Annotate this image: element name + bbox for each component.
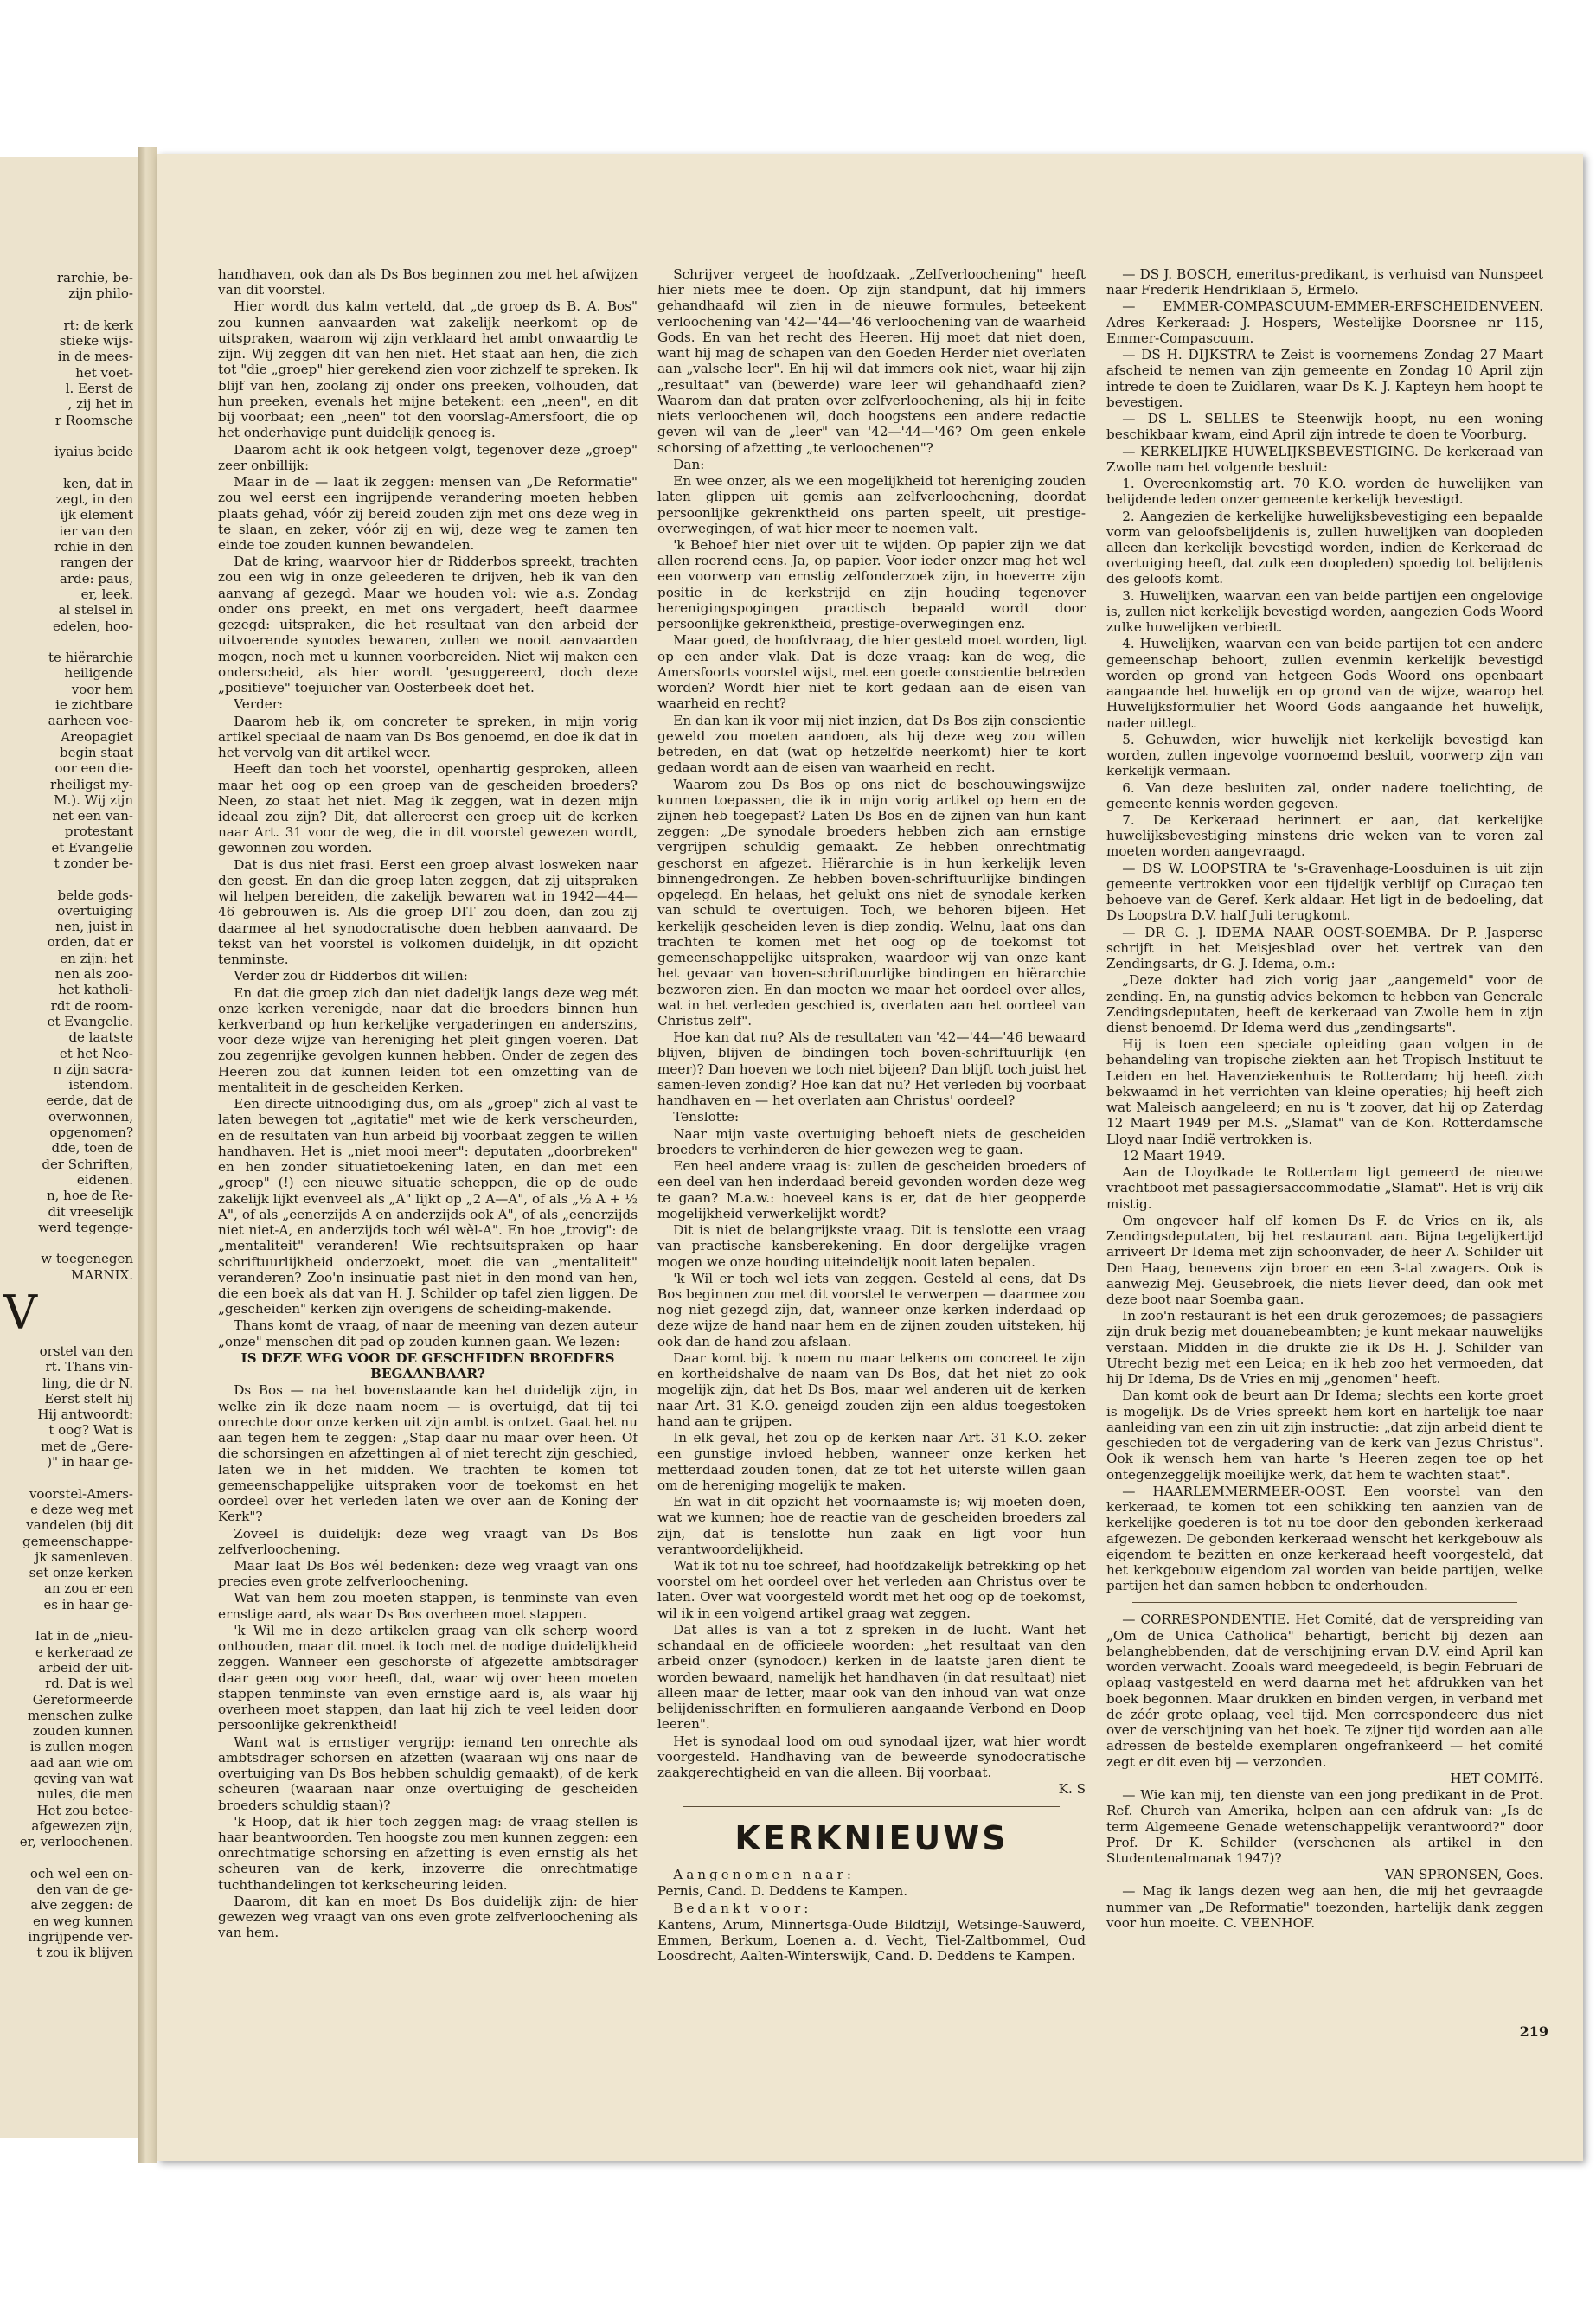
article-paragraph: Een directe uitnoodiging dus, om als „groep" zich al vast te laten bewegen tot „agitatie" met wie de kerk verscheurden, en de resultaten van hun arbeid bij voorbaat zeggen te willen handhaven. Het is „niet mooi meer": deputaten „doorbreken" en hen zonder situatietoekening laten, en dan met een „groep" (!) een nieuwe situatie scheppen, die op de oude zakelijk lijkt evenveel als „A" lijkt op „2 A—A", of als „½ A + ½ A", of als „eenerzijds A en anderzijds ook A", of als „eenerzijds niet niet-A, en anderzijds toch wél wèl-A". En hoe „trovig": de „mentaliteit" veranderen! Wie rechtsuitspraken op haar schriftuurlijkheid onderzoekt, moet die van „mentaliteit" veranderen? Zoo'n insinuatie past niet in den mond van hen, die een boek als dat van H. J. Schilder op tafel zien liggen. De „gescheiden" kerken zijn overigens de scheiding-makende. — [218, 1096, 638, 1317]
article-paragraph: 'k Wil me in deze artikelen graag van elk scherp woord onthouden, maar dit moet ik toch met de nodige duidelijkheid zeggen. Wanneer een geschorste of afgezette ambtsdrager daar geen oog voor heeft, dat, waar wij over heen moeten stappen tenminste van even ernstige aard is, als waar hij overheen moet stappen, dan laat hij zich te veel leiden door persoonlijke gekrenktheid! — [218, 1622, 638, 1734]
article-paragraph: handhaven, ook dan als Ds Bos beginnen zou met het afwijzen van dit voorstel. — [218, 266, 638, 298]
article-paragraph: In elk geval, het zou op de kerken naar Art. 31 K.O. zeker een gunstige invloed hebben, wanneer onze kerken het metterdaad zouden tonen, dat ze tot het uiterste willen gaan om de hereniging mogelijk te maken. — [657, 1430, 1086, 1493]
news-item: 6. Van deze besluiten zal, onder nadere toelichting, de gemeente kennis worden gegeven. — [1106, 779, 1543, 811]
left-page-line: MARNIX. — [71, 1266, 133, 1283]
article-paragraph: Verder: — [234, 696, 284, 713]
news-item: — DS H. DIJKSTRA te Zeist is voornemens Zondag 27 Maart afscheid te nemen van zijn gemeente en Zondag 10 April zijn intrede te doen te Zuidlaren, waar Ds K. J. Kapteyn hem hoopt te bevestigen. — [1106, 347, 1543, 410]
left-page-line: rdt de room- — [50, 997, 133, 1014]
news-item: — KERKELIJKE HUWELIJKSBEVESTIGING. De kerkeraad van Zwolle nam het volgende besluit: — [1106, 443, 1543, 475]
left-page-line: der Schriften, — [42, 1156, 133, 1172]
left-page-line: en zijn: het — [60, 950, 133, 966]
news-item: 3. Huwelijken, waarvan een van beide partijen een ongelovige is, zullen niet kerkelijk bevestigd worden, aangezien Gods Woord zulke huwelijken verbiedt. — [1106, 587, 1543, 636]
left-page-line: rheiligst my- — [50, 776, 133, 792]
spronsen-signature: VAN SPRONSEN, Goes. — [1384, 1867, 1543, 1883]
left-page-line: t oog? Wat is — [48, 1422, 133, 1439]
news-item: — Mag ik langs dezen weg aan hen, die mij het gevraagde nummer van „De Reformatie" toezonden, hartelijk dank zeggen voor hun moeite. C. VEENHOF. — [1106, 1883, 1543, 1931]
left-page-line: heiligende — [64, 665, 133, 682]
left-page-line: begin staat — [60, 744, 133, 760]
left-page-line: r Roomsche — [54, 412, 133, 428]
article-paragraph: Hoe kan dat nu? Als de resultaten van '42—'44—'46 bewaard blijven, blijven de bindingen toch boven-schriftuurlijk (en meer)? Dan hoeven we toch niet bijeen? Dan blijft toch juist het samen-leven zondig? Hoe kan dat nu? Het verleden bij voorbaat handhaven en — het overlaten aan Christus' oordeel? — [657, 1029, 1086, 1109]
news-item: 2. Aangezien de kerkelijke huwelijksbevestiging een bepaalde vorm van geloofsbelijdenis is, zullen huwelijken van doopleden alleen dan kerkelijk bevestigd worden, indien de Kerkeraad de overtuiging heeft, dat zulk een doopleden) spoedig tot belijdenis des geloofs komt. — [1106, 508, 1543, 587]
news-item: 5. Gehuwden, wier huwelijk niet kerkelijk bevestigd kan worden, zullen ingevolge voornoemd besluit, voorwerp zijn van kerkelijk vermaan. — [1106, 731, 1543, 779]
left-page-line: jk samenleven. — [35, 1548, 133, 1565]
article-paragraph: Dit is niet de belangrijkste vraag. Dit is tenslotte een vraag van practische kansberekening. En door dergelijke vragen mogen we onze houding uiteindelijk nooit laten bepalen. — [657, 1222, 1086, 1270]
left-page-line: Areopagiet — [61, 728, 133, 745]
left-page-line: Het zou betee- — [36, 1802, 133, 1818]
news-item: Om ongeveer half elf komen Ds F. de Vries en ik, als Zendingsdeputaten, bij het restaurant aan. Bijna tegelijkertijd arriveert Dr Idema met zijn schoonvader, de heer A. Schilder uit Den Haag, benevens zijn broer en een 3-tal zwagers. Ook is aanwezig Mej. Geusebroek, die niets liever deed, dan ook met deze boot naar Soemba gaan. — [1106, 1212, 1543, 1307]
comite-signature: HET COMITé. — [1450, 1770, 1543, 1786]
left-page-line: alve zeggen: de — [30, 1897, 133, 1913]
left-page-line: protestant — [64, 824, 133, 840]
left-page-line: de laatste — [68, 1029, 133, 1046]
left-page-line: afgewezen zijn, — [31, 1817, 133, 1834]
left-page-line: en weg kunnen — [32, 1913, 133, 1929]
left-page-line: rt. Thans vin- — [45, 1359, 133, 1375]
article-paragraph: En dat die groep zich dan niet dadelijk langs deze weg mét onze kerken verenigde, naar dat die broeders binnen hun kerkverband op hun kerkelijke vergaderingen en anderszins, voor deze wijze van hereniging het pleit gingen voeren. Dat zou zegenrijke gevolgen kunnen hebben. Onder de zegen des Heeren zou dat kunnen leiden tot een omzetting van de mentaliteit in de gescheiden Kerken. — [218, 984, 638, 1095]
article-paragraph: 'k Hoop, dat ik hier toch zeggen mag: de vraag stellen is haar beantwoorden. Ten hoogste zou men kunnen zeggen: een onrechtmatige schorsing en afzetting is even ernstig als het scheuren van de kerk, inzoverre die onrechtmatige tuchthandelingen tot kerkscheuring leiden. — [218, 1813, 638, 1893]
article-paragraph: Schrijver vergeet de hoofdzaak. „Zelfverloochening" heeft hier niets mee te doen. Op zijn standpunt, dat hij immers gehandhaafd wil zien in de nieuwe formules, beteekent verloochening van '42—'44—'46 verloochening van de waarheid Gods. En van het recht des Heeren. Hij moet dat niet doen, want hij mag de schapen van den Goeden Herder niet overlaten aan „valsche leer". En hij wil dat immers ook niet, waar hij zijn „resultaat" van (bewerde) ware leer wil gehandhaafd zien? Waarom dan dat praten over zelfverloochening, als hij in feite niets verloochenen wil, doch hoogstens een andere redactie geven wil van de „leer" van '42—'44—'46? Om geen enkele schorsing of afzetting „te verloochenen"? — [657, 266, 1086, 456]
left-page-line: rd. Dat is wel — [45, 1676, 133, 1692]
kerknieuws-heading: KERKNIEUWS — [734, 1818, 1009, 1857]
main-page — [157, 154, 1583, 2161]
left-page-line: orden, dat er — [47, 934, 133, 951]
article-paragraph: Dat alles is van a tot z spreken in de lucht. Want het schandaal en de officieele woorden: „het resultaat van den arbeid onzer (synodocr.) kerken in de laatste jaren dient te worden bewaard, namelijk het handhaven (in dat resultaat) niet alleen maar de letter, maar ook van den inhoud van wat onze belijdenisschriften en formulieren aangaande Verbond en Doop leeren". — [657, 1621, 1086, 1733]
article-paragraph: Wat ik tot nu toe schreef, had hoofdzakelijk betrekking op het voorstel om het oordeel over het verleden aan Christus over te laten. Over wat voorgesteld wordt met het oog op de toekomst, wil ik in een volgend artikel graag wat zeggen. — [657, 1557, 1086, 1621]
article-paragraph: En wee onzer, als we een mogelijkheid tot hereniging zouden laten glippen uit gemis aan zelfverloochening, doordat persoonlijke gekrenktheid ons parten speelt, uit prestige-overwegingen, of wat hier meer te noemen valt. — [657, 473, 1086, 536]
left-page-line: nen als zoo- — [54, 966, 133, 983]
news-item: — HAARLEMMERMEER-OOST. Een voorstel van den kerkeraad, te komen tot een schikking ten aanzien van de kerkelijke goederen is tot nu toe door den gebonden kerkeraad afgewezen. De gebonden kerkeraad wenscht het kerkgebouw als eigendom te bezitten en onze kerkeraad heeft voorgesteld, dat het kerkgebouw eigendom zal worden van beide partijen, welke partijen het dan samen hebben te onderhouden. — [1106, 1483, 1543, 1594]
news-item: — CORRESPONDENTIE. Het Comité, dat de verspreiding van „Om de Unica Catholica" behartigt, bericht bij dezen aan belanghebbenden, dat de verschijning ervan D.V. eind April kan worden verwacht. Zooals ward meegedeeld, is begin Februari de oplaag vastgesteld en werd daarna met het afdrukken van het boek begonnen. Maar drukken en binden vergen, in verband met de zéér grote oplaag, veel tijd. Men correspondeere dus niet over de verschijning van het boek. Te zijner tijd worden aan alle adressen de bestelde exemplaren ongefrankeerd — het comité zegt er dit even bij — verzonden. — [1106, 1612, 1543, 1770]
left-page-line: gemeenschappe- — [22, 1533, 133, 1549]
left-page-line: istendom. — [68, 1077, 133, 1093]
left-page-line: arbeid der uit- — [38, 1659, 133, 1676]
left-page-line: met de „Gere- — [41, 1438, 133, 1454]
left-page-line: nules, die men — [36, 1786, 133, 1803]
left-page-line: och wel een on- — [29, 1865, 133, 1881]
left-page-line: er, verloochenen. — [19, 1834, 133, 1850]
left-page-line — [3, 634, 133, 650]
left-page-line — [3, 302, 133, 317]
left-page-line — [3, 460, 133, 476]
left-page-line: voorstel-Amers- — [29, 1485, 133, 1502]
article-paragraph: Dat is dus niet frasi. Eerst een groep alvast losweken naar den geest. En dan die groep laten zeggen, dat zij uitspraken wil helpen bereiden, die zakelijk bewaren wat in 1942—44—46 gebrouwen is. Als die groep DIT zou doen, dan zou zij daarmee al het synodocratische doen hebben aanvaard. De tekst van het voorstel is volkomen duidelijk, in dit opzicht tenminste. — [218, 856, 638, 968]
article-paragraph: Daarom heb ik, om concreter te spreken, in mijn vorig artikel speciaal de naam van Ds Bos genoemd, en doe ik dat in het vervolg van dit artikel weer. — [218, 713, 638, 761]
column-3 — [1106, 266, 1543, 2126]
article-paragraph: Maar in de — laat ik zeggen: mensen van „De Reformatie" zou wel eerst een ingrijpende verandering moeten hebben plaats gehad, vóór zij bereid zouden zijn met ons deze weg in te slaan, en zeker, vóór zij en wij, deze weg te zamen ten einde toe zouden kunnen bewandelen. — [218, 474, 638, 553]
left-page-line: belde gods- — [57, 887, 133, 903]
left-page-line: geving van wat — [33, 1771, 133, 1787]
article-paragraph: Ds Bos — na het bovenstaande kan het duidelijk zijn, in welke zin ik deze naam noem — is overtuigd, dat tij tei onrechte door onze kerken uit zijn ambt is ontzet. Gaat het nu aan tegen hem te zeggen: „Stap daar nu maar over heen. Of die schorsingen en afzettingen al of niet terecht zijn geschied, laten we in het midden. We trachten te komen tot gemeenschappelijke uitspraken voor de toekomst en het oordeel over het verleden laten we over aan de Koning der Kerk"? — [218, 1382, 638, 1525]
left-page-line: lat in de „nieu- — [35, 1628, 133, 1644]
left-page-line: ier van den — [59, 522, 133, 539]
left-page-line: nen, juist in — [55, 919, 133, 935]
left-page-line: voor hem — [71, 681, 133, 697]
article-paragraph: Tenslotte: — [673, 1109, 740, 1125]
column-2 — [657, 266, 1086, 2126]
left-page-line: eerde, dat de — [46, 1093, 133, 1109]
news-item: 12 Maart 1949. — [1122, 1147, 1226, 1163]
left-page-line: rchie in den — [54, 539, 133, 555]
left-page-line: het katholi- — [58, 982, 133, 998]
news-item: Dan komt ook de beurt aan Dr Idema; slechts een korte groet is mogelijk. Ds de Vries spreekt hem kort en hartelijk toe naar aanleiding van een zin uit zijn instructie: „dat zijn arbeid dient te geschieden tot de vergadering van de kerk van Jezus Christus". Ook ik wensch hem van harte 's Heeren zegen toe op het ontegenzeggelijk moeilijke werk, dat hem te wachten staat". — [1106, 1388, 1543, 1483]
left-page-line: is zullen mogen — [29, 1739, 133, 1755]
left-page-line: orstel van den — [39, 1343, 133, 1359]
left-page-line: set onze kerken — [29, 1565, 133, 1581]
left-page-line: overwonnen, — [48, 1108, 133, 1125]
left-page-line: M.). Wij zijn — [54, 792, 133, 808]
left-page-line: iyaius beide — [54, 444, 133, 460]
news-item: — DS W. LOOPSTRA te 's-Gravenhage-Loosduinen is uit zijn gemeente vertrokken voor een tijdelijk verblijf op Curaçao ten behoeve van de Geref. Kerk aldaar. Het ligt in de bedoeling, dat Ds Loopstra D.V. half Juli terugkomt. — [1106, 860, 1543, 924]
article-paragraph: Maar laat Ds Bos wél bedenken: deze weg vraagt van ons precies even grote zelfverloochening. — [218, 1557, 638, 1590]
article-paragraph: En dan kan ik voor mij niet inzien, dat Ds Bos zijn conscientie geweld zou moeten aandoen, als hij deze weg zou willen betreden, en dat (wat op hetzelfde neerkomt) hier te kort gedaan wordt aan de eisen van waarheid en recht. — [657, 712, 1086, 776]
left-page-line: , zij het in — [67, 396, 133, 413]
left-page-line: werd tegenge- — [38, 1219, 133, 1235]
article-paragraph: Hier wordt dus kalm verteld, dat „de groep ds B. A. Bos" zou kunnen aanvaarden wat zakelijk neerkomt op de uitspraken, waarom wij zijn verklaard het ambt onwaardig te zijn. Wij zeggen dit van hen niet. Het staat aan hen, die zich tot "die „groep" hier gerekend zien voor zichzelf te spreken. Ik blijf van hen, zoolang zij onder ons preeken, volhouden, dat hun preeken, evenals het mijne betekent: een „neen", en dit bij voorbaat; een „neen" tot den voorslag-Amersfoort, die op het onderhavige punt duidelijk genoeg is. — [218, 298, 638, 441]
left-page-line: et Evangelie. — [47, 1013, 133, 1029]
article-paragraph: Maar goed, de hoofdvraag, die hier gesteld moet worden, ligt op een ander vlak. Dat is deze vraag: kan de weg, die Amersfoorts voorstel wijst, met een goede conscientie betreden worden? Wordt hier niet te kort gedaan aan de eisen van waarheid en recht? — [657, 632, 1086, 712]
article-paragraph: Daarom acht ik ook hetgeen volgt, tegenover deze „groep" zeer onbillijk: — [218, 441, 638, 473]
left-page-fragment — [0, 157, 138, 2138]
article-paragraph: Een heel andere vraag is: zullen de gescheiden broeders of een deel van hen inderdaad bereid gevonden worden deze weg te gaan? M.a.w.: hoeveel kans is er, dat de hier geopperde mogelijkheid verwerkelijkt wordt? — [657, 1158, 1086, 1221]
news-item: Hij is toen een speciale opleiding gaan volgen in de behandeling van tropische ziekten aan het Tropisch Instituut te Leiden en het Havenziekenhuis te Rotterdam; hij heeft zich bekwaamd in het verrichten van kleine operaties; hij heeft zich wat Maleisch aangeleerd; en nu is 't zoover, dat hij op Zaterdag 12 Maart 1949 per M.S. „Slamat" van de Kon. Rotterdamsche Lloyd naar Indië vertrokken is. — [1106, 1036, 1543, 1147]
left-page-line: ijk element — [60, 507, 133, 523]
left-page-line: Hij antwoordt: — [37, 1407, 133, 1423]
divider-rule — [1132, 1602, 1517, 1603]
article-signature: K. S — [1058, 1781, 1086, 1798]
aangenomen-text: Pernis, Cand. D. Deddens te Kampen. — [657, 1883, 908, 1900]
article-paragraph: Heeft dan toch het voorstel, openhartig gesproken, alleen maar het oog op een groep van de gescheiden broeders? Neen, zo staat het niet. Mag ik zeggen, wat in dezen mijn ideaal zou zijn? Dit, dat allereerst een groep uit de kerken naar Art. 31 voor de weg, die in dit voorstel gewezen wordt, gewonnen zou worden. — [218, 761, 638, 856]
article-paragraph: Daarom, dit kan en moet Ds Bos duidelijk zijn: de hier gewezen weg vraagt van ons even grote zelfverloochening als van hem. — [218, 1893, 638, 1941]
article-paragraph: Dat de kring, waarvoor hier dr Ridderbos spreekt, trachten zou een wig in onze geleederen te drijven, heb ik van den aanvang af gezegd. Maar we houden vol: wie a.s. Zondag onder ons preekt, en met ons vergadert, heeft daarmee gezegd: uitspraken, die het resultaat van den arbeid der uitvoerende synodes bewaren, zullen we nooit aanvaarden mogen, noch met u kunnen voorbereiden. Niet wij maken een onderscheid, als hier wordt 'gesuggereerd, doch deze „positieve" toejuicher van Oosterbeek doet het. — [218, 554, 638, 696]
left-page-line: aarheen voe- — [48, 713, 133, 729]
left-page-line: et Evangelie — [51, 839, 133, 856]
left-page-line: zijn philo- — [68, 285, 133, 302]
left-page-line: rt: de kerk — [63, 317, 133, 333]
left-page-line — [3, 1470, 133, 1485]
news-item: — Wie kan mij, ten dienste van een jong predikant in de Prot. Ref. Church van Amerika, helpen aan een afdruk van: „Is de term Algemeene Genade wetenschappelijk verantwoord?" door Prof. Dr K. Schilder (verschenen als artikel in den Studentenalmanak 1947)? — [1106, 1787, 1543, 1866]
left-page-line: ingrijpende ver- — [28, 1928, 133, 1945]
left-page-line: et het Neo- — [59, 1045, 133, 1061]
news-item: Aan de Lloydkade te Rotterdam ligt gemeerd de nieuwe vrachtboot met passagiersaccommodatie „Slamat". Het is vrij dik mistig. — [1106, 1164, 1543, 1212]
left-page-line: oor een die- — [54, 760, 133, 777]
book-gutter — [138, 147, 157, 2163]
news-item: — EMMER-COMPASCUUM-EMMER-ERFSCHEIDENVEEN. Adres Kerkeraad: J. Hospers, Westelijke Doorsnee nr 115, Emmer-Compascuum. — [1106, 298, 1543, 346]
left-page-line: menschen zulke — [27, 1707, 133, 1723]
bedankt-label: Bedankt voor: — [673, 1900, 812, 1916]
news-item: — DS J. BOSCH, emeritus-predikant, is verhuisd van Nunspeet naar Frederik Hendriklaan 5, Ermelo. — [1106, 266, 1543, 298]
article-paragraph: En wat in dit opzicht het voornaamste is; wij moeten doen, wat we kunnen; hoe de reactie van de gescheiden broeders zal zijn, dat is tenslotte hun zaak en ligt voor hun verantwoordelijkheid. — [657, 1494, 1086, 1557]
article-paragraph: Waarom zou Ds Bos op ons niet de beschouwingswijze kunnen toepassen, die ik in mijn vorig artikel op hem en de zijnen heb toegepast? Laten Ds Bos en de zijnen van hun kant zeggen: „De synodale broeders hebben zich aan ernstige vergrijpen schuldig gemaakt. Ze hebben onrechtmatig geschorst en afgezet. Hiërarchie is in hun kerkelijk leven binnengedrongen. Ze hebben boven-schriftuurlijke bindingen opgelegd. En helaas, het gelukt ons niet de synodale kerken van schuld te overtuigen. Toch, we behoren bijeen. Het kerkelijk gescheiden leven is diep zondig. Welnu, laat ons dan trachten te komen met het oog op de toekomst tot gemeenschappelijke uitspraken, waardoor wij van onze kant het gevaar van boven-schriftuurlijke bindingen en hiërarchie bezworen zien. En dan moeten we maar het oordeel over alles, wat in het verleden geschied is, overlaten aan het oordeel van Christus zelf". — [657, 776, 1086, 1029]
left-page-line — [3, 1235, 133, 1251]
news-item: „Deze dokter had zich vorig jaar „aangemeld" voor de zending. En, na gunstig advies bekomen te hebben van Generale Zendingsdeputaten, heeft de kerkeraad van Zwolle hem in zijn dienst benoemd. Dr Idema werd dus „zendingsarts". — [1106, 972, 1543, 1036]
left-page-line: es in haar ge- — [43, 1596, 133, 1612]
article-paragraph: Want wat is ernstiger vergrijp: iemand ten onrechte als ambtsdrager schorsen en afzetten (waaraan wij ons naar de overtuiging van Ds Bos hebben schuldig gemaakt), of de kerk scheuren (waaraan naar onze overtuiging de gescheiden broeders schuldig staan)? — [218, 1734, 638, 1813]
left-page-line: Gereformeerde — [32, 1691, 133, 1708]
left-page-initial-letter: V — [3, 1285, 37, 1340]
article-paragraph: Daar komt bij. 'k noem nu maar telkens om concreet te zijn en kortheidshalve de naam van Ds Bos, dat het niet zo ook mogelijk zijn, dat het Ds Bos, maar wel anderen uit de kerken naar Art. 31 K.O. geneigd zouden zijn een aldus toegestoken hand aan te grijpen. — [657, 1349, 1086, 1429]
left-page-line: n, hoe de Re- — [46, 1188, 133, 1204]
left-page-line — [3, 871, 133, 887]
left-page-line: zegt, in den — [55, 491, 133, 508]
news-item: — DS L. SELLES te Steenwijk hoopt, nu een woning beschikbaar kwam, eind April zijn intrede te doen te Voorburg. — [1106, 411, 1543, 443]
left-page-line: t zou ik blijven — [36, 1945, 133, 1961]
left-page-line: Eerst stelt hij — [44, 1390, 133, 1407]
left-page-line: eidenen. — [76, 1171, 133, 1188]
news-item: — DR G. J. IDEMA NAAR OOST-SOEMBA. Dr P. Jasperse schrijft in het Meisjesblad over het vertrek van den Zendingsarts, dr G. J. Idema, o.m.: — [1106, 924, 1543, 972]
article-paragraph: Het is synodaal lood om oud synodaal ijzer, wat hier wordt voorgesteld. Handhaving van de beweerde synodocratische zaakgerechtigheid en van die alleen. Bij voorbaat. — [657, 1733, 1086, 1781]
news-item: In zoo'n restaurant is het een druk gerozemoes; de passagiers zijn druk bezig met douanebeambten; je kunt mekaar nauwelijks verstaan. Midden in die drukte zie ik Ds H. J. Schilder van Utrecht bezig met een Leica; en ik heb zoo het vermoeden, dat hij Dr Idema, Ds de Vries en mij „genomen" heeft. — [1106, 1308, 1543, 1388]
left-page-line: dde, toen de — [51, 1140, 133, 1157]
left-page-line: l. Eerst de — [65, 381, 133, 397]
left-page-line: an zou er een — [44, 1580, 133, 1597]
left-page-line: rangen der — [60, 554, 133, 571]
left-page-line: edelen, hoo- — [52, 618, 133, 634]
divider-rule — [683, 1806, 1060, 1807]
left-page-line: n zijn sacra- — [53, 1061, 133, 1077]
article-paragraph: 'k Behoef hier niet over uit te wijden. Op papier zijn we dat allen roerend eens. Ja, op papier. Voor ieder onzer mag het wel een voorwerp van ernstig zelfonderzoek zijn, in hoeverre zijn positie in de kerkstrijd en zijn houding tegenover herenigingspogingen practisch bepaald wordt door persoonlijke gekrenktheid, prestige-overwegingen enz. — [657, 536, 1086, 632]
article-paragraph: Thans komt de vraag, of naar de meening van dezen auteur „onze" menschen dit pad op zouden kunnen gaan. We lezen: — [218, 1317, 638, 1349]
left-page-line: ie zichtbare — [55, 697, 133, 714]
article-paragraph: Wat van hem zou moeten stappen, is tenminste van even ernstige aard, als waar Ds Bos overheen moet stappen. — [218, 1590, 638, 1622]
left-page-line — [3, 1612, 133, 1628]
left-page-line: net een van- — [52, 808, 133, 824]
left-page-line: rarchie, be- — [56, 270, 133, 285]
news-item: 4. Huwelijken, waarvan een van beide partijen tot een andere gemeenschap behoort, zullen evenmin kerkelijk bevestigd worden op grond van hetgeen Gods Woord ons openbaart aangaande het huwelijk en op grond van de wijze, waarop het Huwelijksformulier het Woord Gods aangaande het huwelijk, nader uitlegt. — [1106, 636, 1543, 731]
article-paragraph: Naar mijn vaste overtuiging behoeft niets de gescheiden broeders te verhinderen de hier gewezen weg te gaan. — [657, 1125, 1086, 1157]
left-page-line: zouden kunnen — [32, 1723, 133, 1740]
left-page-line: dit vreeselijk — [48, 1203, 133, 1220]
left-page-line: ken, dat in — [63, 475, 133, 491]
left-page-line: )" in haar ge- — [47, 1454, 133, 1471]
left-page-line: vandelen (bij dit — [26, 1517, 133, 1534]
article-paragraph: Zoveel is duidelijk: deze weg vraagt van Ds Bos zelfverloochening. — [218, 1525, 638, 1557]
left-page-line: den van de ge- — [36, 1881, 133, 1898]
left-page-line: t zonder be- — [54, 855, 133, 871]
section-heading: IS DEZE WEG VOOR DE GESCHEIDEN BROEDERS BEGAANBAAR? — [240, 1349, 615, 1382]
left-page-line: er, leek. — [80, 586, 133, 602]
left-page-line: ling, die dr N. — [42, 1375, 133, 1391]
article-paragraph: Dan: — [673, 456, 705, 472]
column-1 — [218, 266, 638, 2126]
left-page-line: in de mees- — [57, 349, 133, 365]
left-page-line: e deze weg met — [30, 1501, 133, 1517]
left-page-line — [3, 1850, 133, 1866]
bedankt-text: Kantens, Arum, Minnertsga-Oude Bildtzijl, Wetsinge-Sauwerd, Emmen, Berkum, Loenen a. d. Vecht, Tiel-Zaltbommel, Oud Loosdrecht, Aalten-Winterswijk, Cand. D. Deddens te Kampen. — [657, 1916, 1086, 1965]
article-paragraph: Verder zou dr Ridderbos dit willen: — [234, 968, 468, 984]
aangenomen-label: Aangenomen naar: — [673, 1867, 855, 1883]
left-page-line — [3, 428, 133, 444]
left-page-line: stieke wijs- — [59, 333, 133, 349]
left-page-line: opgenomen? — [49, 1125, 133, 1141]
left-page-line: w toegenegen — [41, 1251, 133, 1267]
left-page-line: aad aan wie om — [29, 1754, 133, 1771]
left-page-line: al stelsel in — [58, 602, 133, 619]
page-number: 219 — [1519, 2023, 1548, 2040]
left-page-text — [3, 270, 133, 1961]
news-item: 7. De Kerkeraad herinnert er aan, dat kerkelijke huwelijksbevestiging minstens drie weken van te voren zal moeten worden aangevraagd. — [1106, 811, 1543, 860]
left-page-line: het voet- — [75, 364, 133, 381]
left-page-line: arde: paus, — [59, 570, 133, 586]
article-paragraph: 'k Wil er toch wel iets van zeggen. Gesteld al eens, dat Ds Bos beginnen zou met dit voorstel te verwerpen — daarmee zou nog niet gezegd zijn, dat, wanneer onze kerken inderdaad op deze wijze de hand naar hem en de zijnen zouden uitsteken, hij ook dan de hand zou afslaan. — [657, 1270, 1086, 1349]
news-item: 1. Overeenkomstig art. 70 K.O. worden de huwelijken van belijdende leden onzer gemeente kerkelijk bevestigd. — [1106, 476, 1543, 508]
left-page-line: overtuiging — [57, 902, 133, 919]
left-page-line: e kerkeraad ze — [35, 1644, 133, 1660]
left-page-line: te hiërarchie — [48, 650, 133, 666]
